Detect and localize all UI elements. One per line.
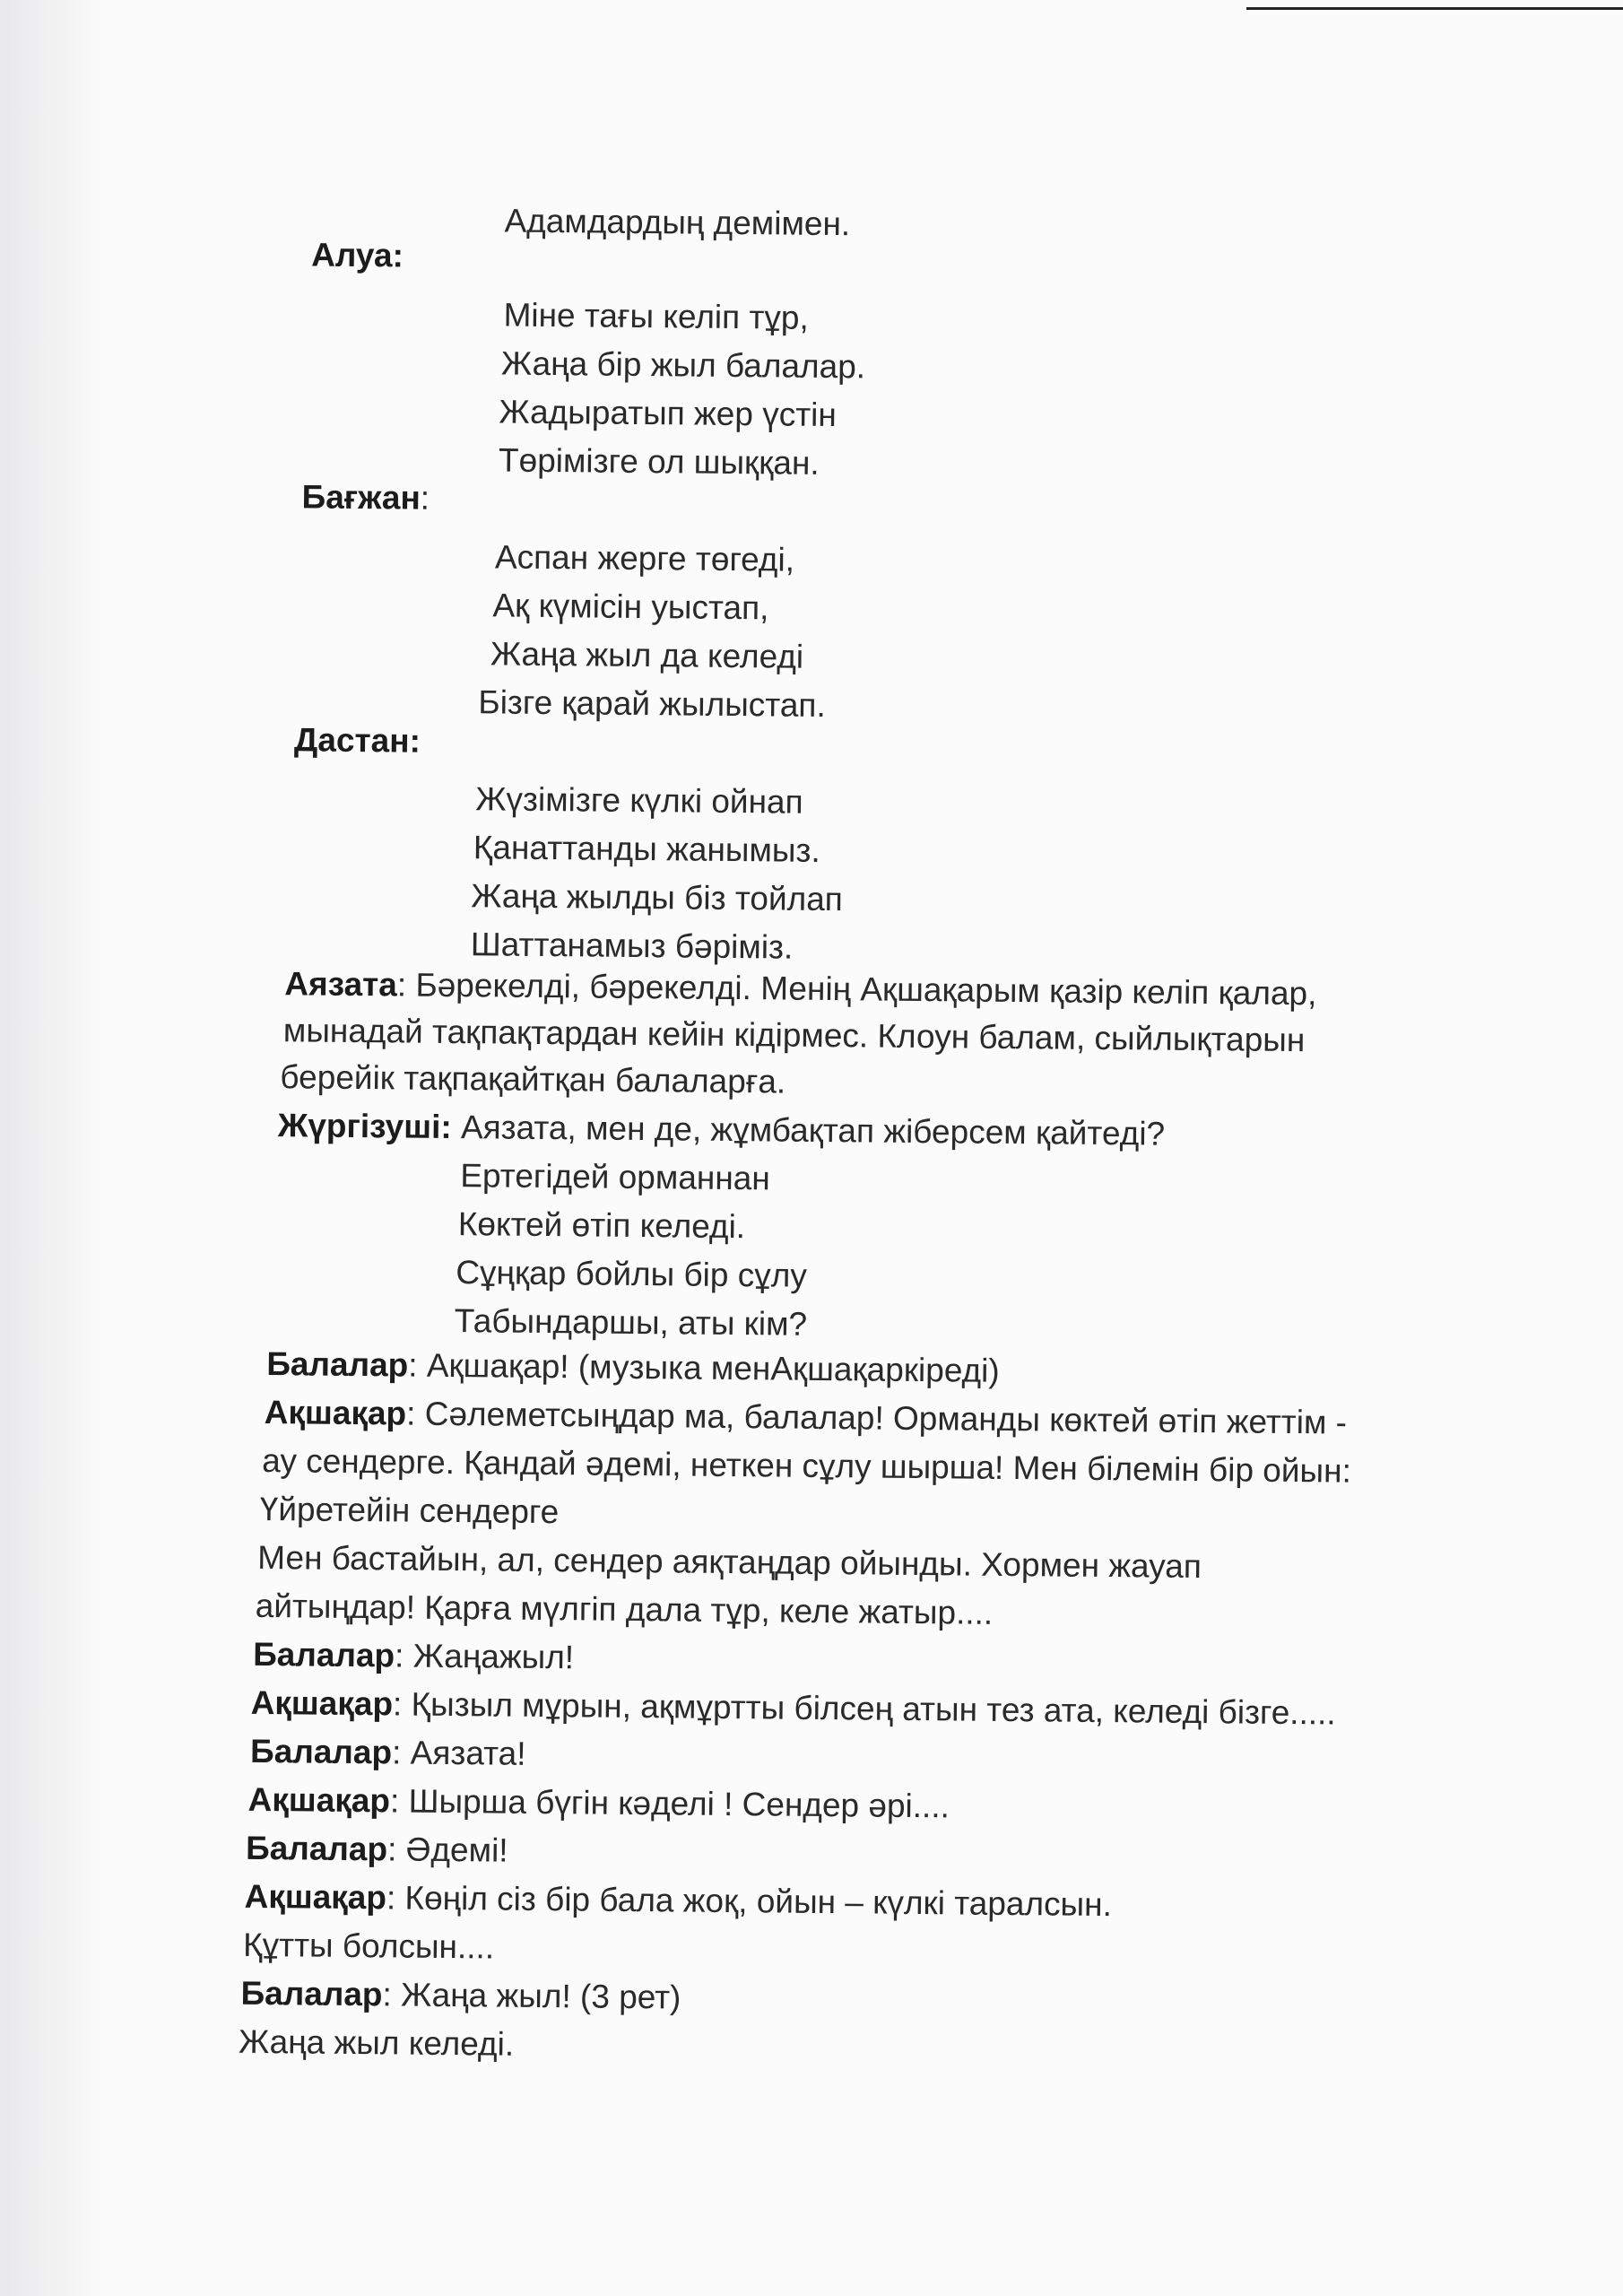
speaker-line: Аязата: Бәрекелді, бәрекелді. Менің Ақшақарым қазір келіп қалар,	[284, 965, 1317, 1013]
speaker-name: Ақшақар	[244, 1877, 387, 1917]
prose-line: мынадай тақпақтардан кейін кідірмес. Клоун балам, сыйлықтарын	[282, 1012, 1306, 1059]
speaker-line: Бағжан:	[301, 478, 430, 517]
prose-line: Құтты болсын....	[242, 1926, 495, 1966]
speaker-line: Жүргізуші: Аязата, мен де, жұмбақтап жіберсем қайтеді?	[277, 1107, 1166, 1152]
prose-line: Жаңа жыл келеді.	[238, 2022, 515, 2063]
speaker-line	[293, 721, 421, 760]
verse-line: Жадыратып жер үстін	[499, 393, 838, 434]
prose-line: Мен бастайын, ал, сендер аяқтаңдар ойынды. Хормен жауап	[257, 1538, 1202, 1586]
verse-line: Жүзімізге күлкі ойнап	[475, 780, 803, 821]
verse-line: Міне тағы келіп тұр,	[503, 296, 809, 336]
speaker-name: Жүргізуші:	[277, 1107, 452, 1146]
verse-line: Ақ күмісін уыстап,	[492, 587, 769, 627]
prose-line: ау сендерге. Қандай әдемі, неткен сұлу шырша! Мен білемін бір ойын:	[262, 1441, 1352, 1490]
verse-line: Бізге қарай жылыстап.	[478, 683, 826, 724]
speaker-name: Ақшақар	[264, 1394, 407, 1432]
verse-line: Қанаттанды жанымыз.	[473, 829, 820, 869]
verse-line: Жаңа жыл да келеді	[490, 635, 804, 675]
prose-line: айтыңдар! Қарға мүлгіп дала тұр, келе жатыр....	[255, 1587, 994, 1631]
speaker-name: Балалар	[253, 1635, 395, 1674]
speaker-line: Ақшақар: Сәлеметсыңдар ма, балалар! Орманды көктей өтіп жеттім -	[264, 1394, 1348, 1441]
speaker-line: Ақшақар: Көңіл сіз бір бала жоқ, ойын – күлкі таралсын.	[244, 1877, 1113, 1924]
speaker-line: Балалар: Жаңа жыл! (3 рет)	[240, 1974, 681, 2016]
speaker-line: Балалар: Ақшақар! (музыка менАқшақаркіреді)	[266, 1345, 1000, 1389]
speaker-name: Алуа:	[310, 236, 404, 274]
verse-line: Көктей өтіп келеді.	[457, 1205, 746, 1246]
speaker-name: Ақшақар	[247, 1780, 391, 1820]
speaker-name: Аязата	[284, 965, 398, 1004]
speaker-name: Балалар	[249, 1732, 393, 1771]
verse-line: Шаттанамыз бәріміз.	[470, 926, 794, 966]
prose-line: Үйретейін сендерге	[259, 1490, 560, 1531]
speaker-name: Бағжан	[301, 478, 421, 517]
verse-line: Табындаршы, аты кім?	[454, 1302, 808, 1343]
verse-line: Сұңқар бойлы бір сұлу	[456, 1254, 808, 1294]
verse-line: Адамдардың демімен.	[504, 202, 851, 243]
speaker-line	[311, 238, 404, 272]
speaker-name: Балалар	[266, 1345, 409, 1384]
verse-line: Аспан жерге төгеді,	[494, 538, 795, 578]
speaker-name: Дастан:	[293, 721, 421, 760]
speaker-line: Ақшақар: Шырша бүгін кәделі ! Сендер әрі....	[247, 1780, 950, 1825]
speaker-name: Балалар	[240, 1974, 383, 2013]
speaker-name: Ақшақар	[250, 1683, 394, 1723]
speaker-line: Балалар: Әдемі!	[245, 1829, 508, 1869]
speaker-name: Балалар	[245, 1829, 388, 1868]
speaker-line: Балалар: Аязата!	[249, 1732, 526, 1772]
verse-line: Жаңа жылды біз тойлап	[471, 877, 844, 918]
speaker-line: Балалар: Жаңажыл!	[253, 1635, 575, 1676]
verse-line: Ертегідей орманнан	[460, 1157, 770, 1197]
speaker-line: Ақшақар: Қызыл мұрын, ақмұртты білсең атын тез ата, келеді бізге.....	[250, 1683, 1336, 1732]
verse-line: Төрімізге ол шыққан.	[498, 441, 820, 482]
verse-line: Жаңа бір жыл балалар.	[500, 344, 866, 386]
prose-line: берейік тақпақайтқан балаларға.	[280, 1058, 786, 1100]
